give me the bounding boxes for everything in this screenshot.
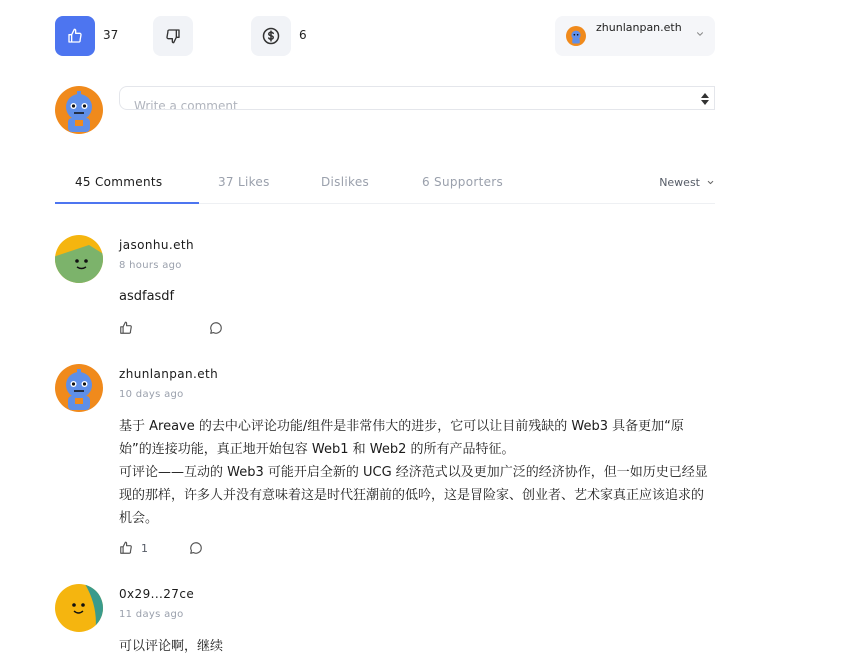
tab-supporters[interactable]: 6 Supporters <box>422 175 504 189</box>
comment-reply-button[interactable] <box>209 321 223 335</box>
thumbs-up-icon <box>119 321 133 335</box>
chat-bubble-icon <box>209 321 223 335</box>
tip-count: 6 <box>299 28 307 42</box>
like-button[interactable] <box>55 16 95 56</box>
chevron-down-icon <box>706 178 715 187</box>
comment-author[interactable]: 0x29...27ce <box>119 587 195 601</box>
sort-dropdown[interactable] <box>659 176 715 189</box>
comment-time: 8 hours ago <box>119 260 182 271</box>
account-name: zhunlanpan.eth <box>596 21 682 34</box>
chevron-down-icon <box>695 29 705 39</box>
like-count: 37 <box>103 28 119 42</box>
tab-likes[interactable]: 37 Likes <box>218 175 270 189</box>
dislike-button[interactable] <box>153 16 193 56</box>
thumbs-down-icon <box>165 28 181 44</box>
tab-dislikes[interactable]: Dislikes <box>321 175 370 189</box>
comment-item <box>55 364 715 564</box>
comment-actions <box>119 321 223 335</box>
account-avatar <box>566 26 586 46</box>
comment-body: asdfasdf <box>119 289 175 304</box>
comment-like-count: 1 <box>141 541 148 555</box>
active-tab-indicator <box>55 202 199 204</box>
account-selector[interactable] <box>555 16 715 56</box>
comment-reply-button[interactable] <box>189 541 203 555</box>
comment-time: 11 days ago <box>119 609 184 620</box>
textarea-scrollbar[interactable] <box>696 87 714 111</box>
comment-item <box>55 235 715 345</box>
avatar[interactable] <box>55 235 103 283</box>
tab-comments[interactable]: 45 Comments <box>75 175 163 189</box>
sort-label: Newest <box>659 176 700 189</box>
comment-like-button[interactable] <box>119 321 133 335</box>
reaction-bar <box>55 16 715 56</box>
thumbs-up-icon <box>67 28 83 44</box>
comment-actions <box>119 541 203 555</box>
comment-item <box>55 584 715 654</box>
dollar-coin-icon <box>262 27 280 45</box>
chat-bubble-icon <box>189 541 203 555</box>
scroll-up-arrow-icon[interactable] <box>701 93 709 98</box>
comment-body: 可以评论啊，继续 <box>119 639 224 654</box>
comment-time: 10 days ago <box>119 389 184 400</box>
comment-author[interactable]: zhunlanpan.eth <box>119 367 219 381</box>
comment-input-box[interactable] <box>119 86 715 110</box>
my-avatar <box>55 86 103 134</box>
comment-tabs <box>55 164 715 204</box>
comment-input[interactable] <box>120 87 714 109</box>
comment-author[interactable]: jasonhu.eth <box>119 238 195 252</box>
thumbs-up-icon <box>119 541 133 555</box>
avatar[interactable] <box>55 364 103 412</box>
comment-like-button[interactable] <box>119 541 133 555</box>
avatar[interactable] <box>55 584 103 632</box>
comment-body: 基于 Areave 的去中心评论功能/组件是非常伟大的进步，它可以让目前残缺的 Web3 具备更加“原始”的连接功能，真正地开始包容 Web1 和 Web2 的所有产品特征。 可评论——互动的 Web3 可能开启全新的 UCG 经济范式以及更加广泛的经济协作，但一如历史已经显现的那样，许多人并没有意味着这是时代狂潮前的低吟，这是冒险家、创业者、艺术家真正应该追求的机会。 <box>119 419 708 526</box>
scroll-down-arrow-icon[interactable] <box>701 100 709 105</box>
tip-button[interactable] <box>251 16 291 56</box>
